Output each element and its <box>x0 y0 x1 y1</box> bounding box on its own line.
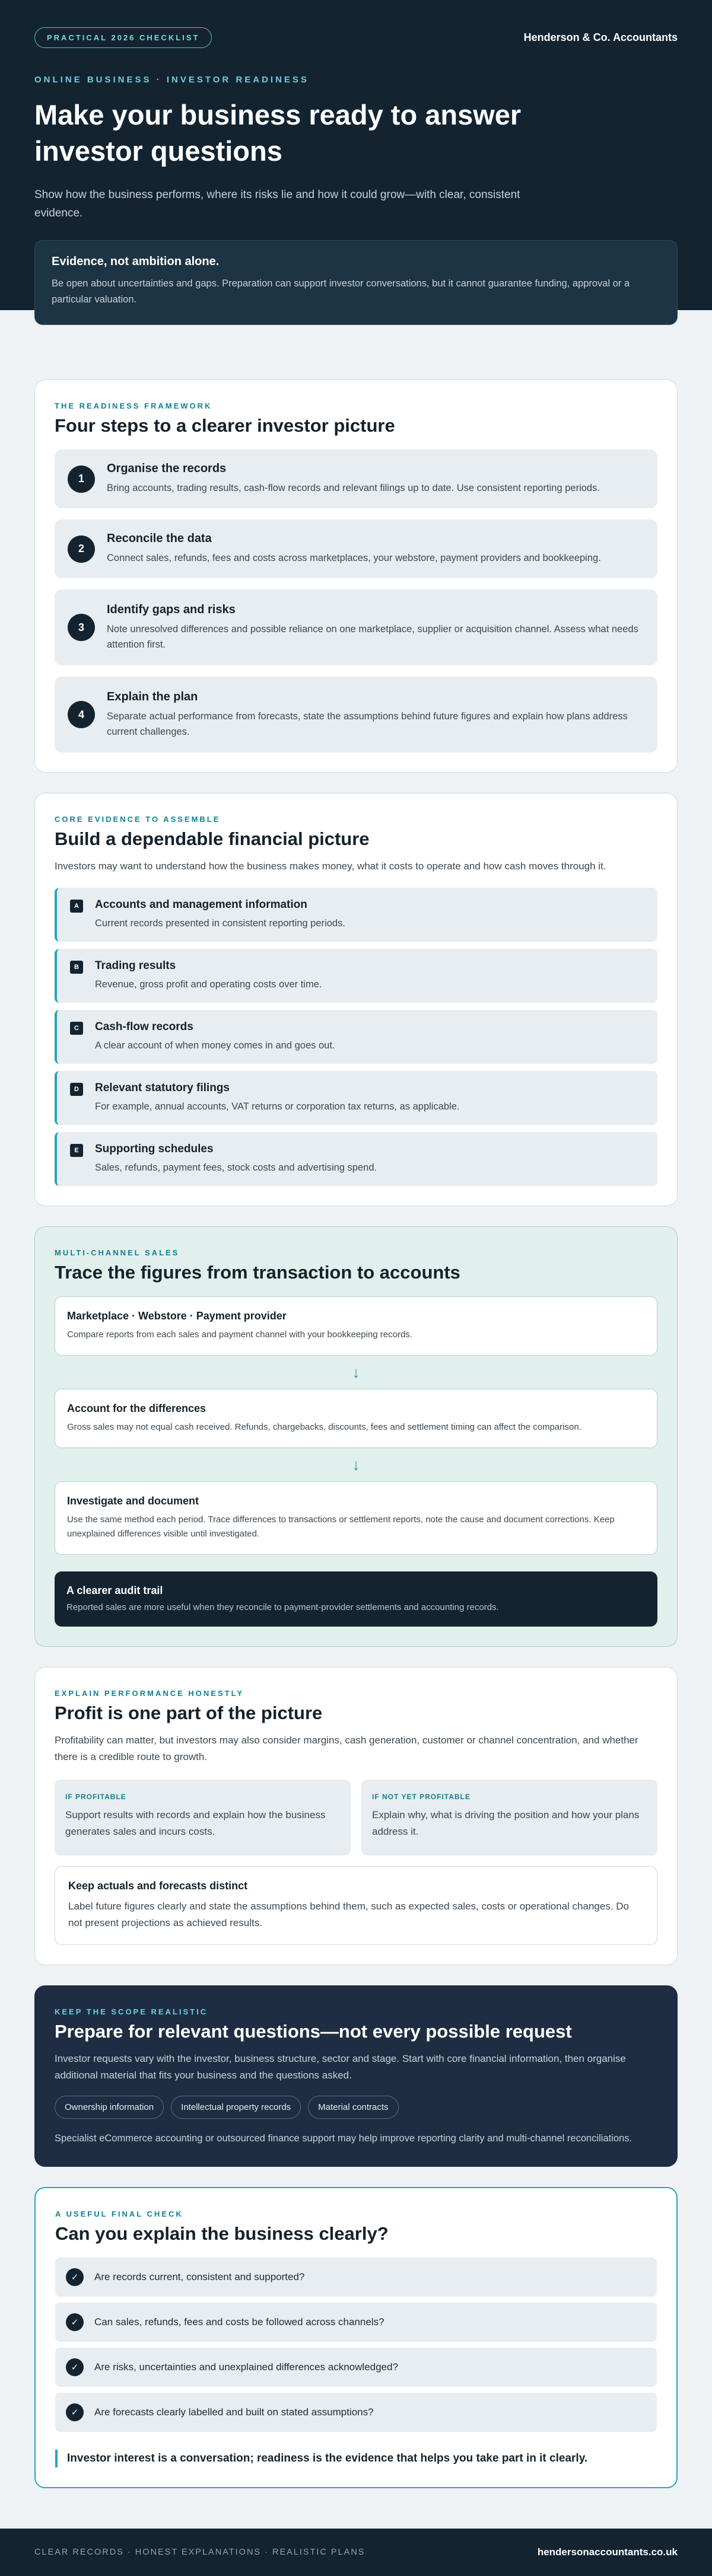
footer-website-link[interactable]: hendersonaccountants.co.uk <box>537 2546 678 2558</box>
evidence-item <box>55 888 657 942</box>
footer-tagline: CLEAR RECORDS · HONEST EXPLANATIONS · REALISTIC PLANS <box>34 2548 365 2557</box>
evidence-title: Cash-flow records <box>95 1021 193 1033</box>
flow-step-title: Marketplace · Webstore · Payment provider <box>67 1310 287 1322</box>
actuals-forecasts-title: Keep actuals and forecasts distinct <box>68 1880 248 1892</box>
section-title: Four steps to a clearer investor picture <box>55 415 395 436</box>
step-title: Organise the records <box>107 462 227 475</box>
flow-step-text: Use the same method each period. Trace differences to transactions or settlement reports, note the cause and document corrections. Keep unexplained differences visible until investigated. <box>67 1515 615 1539</box>
audit-trail-box <box>55 1571 657 1627</box>
evidence-letter: E <box>70 1144 83 1157</box>
step-text: Note unresolved differences and possible reliance on one marketplace, supplier or acquisition channel. Assess what needs attention first. <box>107 623 638 650</box>
checklist-item <box>55 2348 657 2387</box>
section-eyebrow: KEEP THE SCOPE REALISTIC <box>55 2007 208 2016</box>
evidence-text: A clear account of when money comes in and goes out. <box>95 1040 335 1051</box>
section-title: Profit is one part of the picture <box>55 1703 323 1723</box>
section-eyebrow: EXPLAIN PERFORMANCE HONESTLY <box>55 1689 244 1698</box>
page-title: Make your business ready to answer investor questions <box>34 99 522 167</box>
section-eyebrow: MULTI-CHANNEL SALES <box>55 1248 180 1257</box>
evidence-item <box>55 1132 657 1186</box>
scope-chips <box>55 2096 657 2119</box>
step-item <box>55 519 657 578</box>
evidence-letter: A <box>70 900 83 913</box>
section-lede: Investors may want to understand how the business makes money, what it costs to operate and how cash moves through it. <box>55 860 606 872</box>
if-profitable-text: Support results with records and explain how the business generates sales and incurs costs. <box>65 1809 326 1837</box>
step-title: Reconcile the data <box>107 532 212 545</box>
checklist-text: Are records current, consistent and supported? <box>94 2271 305 2282</box>
checklist-item <box>55 2258 657 2297</box>
checklist-text: Are risks, uncertainties and unexplained differences acknowledged? <box>94 2361 398 2373</box>
callout-text: Be open about uncertainties and gaps. Preparation can support investor conversations, but it cannot guarantee funding, approval or a particular valuation. <box>52 278 630 305</box>
checklist-item <box>55 2393 657 2432</box>
evidence-item <box>55 1010 657 1064</box>
hero <box>0 0 712 310</box>
hero-callout <box>34 240 678 325</box>
flow-step-title: Account for the differences <box>67 1402 206 1414</box>
if-profitable-tag: IF PROFITABLE <box>65 1793 126 1801</box>
evidence-item <box>55 949 657 1003</box>
section-eyebrow: A USEFUL FINAL CHECK <box>55 2210 183 2218</box>
step-text: Separate actual performance from forecasts, state the assumptions behind future figures and explain how plans address current challenges. <box>107 710 628 737</box>
evidence-letter: D <box>70 1083 83 1096</box>
step-text: Bring accounts, trading results, cash-flow records and relevant filings up to date. Use consistent reporting periods. <box>107 483 600 493</box>
chip-ip-records: Intellectual property records <box>171 2096 301 2119</box>
evidence-text: Current records presented in consistent reporting periods. <box>95 918 345 929</box>
step-number: 3 <box>68 614 95 641</box>
step-text: Connect sales, refunds, fees and costs across marketplaces, your webstore, payment providers and bookkeeping. <box>107 553 601 563</box>
step-title: Explain the plan <box>107 690 198 703</box>
reconciliation-flow <box>55 1296 657 1627</box>
if-profitable-box <box>55 1780 351 1856</box>
evidence-letter: C <box>70 1022 83 1035</box>
evidence-title: Supporting schedules <box>95 1143 214 1155</box>
evidence-title: Trading results <box>95 959 176 972</box>
section-title: Can you explain the business clearly? <box>55 2223 389 2244</box>
closing-statement: Investor interest is a conversation; readiness is the evidence that helps you take part in it clearly. <box>55 2450 657 2467</box>
multichannel-section <box>34 1226 678 1647</box>
section-eyebrow: CORE EVIDENCE TO ASSEMBLE <box>55 815 221 824</box>
chip-contracts: Material contracts <box>308 2096 398 2119</box>
framework-section <box>34 380 678 773</box>
callout-title: Evidence, not ambition alone. <box>52 255 220 268</box>
scope-section <box>34 1985 678 2167</box>
flow-step <box>55 1296 657 1356</box>
evidence-text: Sales, refunds, payment fees, stock costs and advertising spend. <box>95 1162 377 1173</box>
actuals-forecasts-box <box>55 1866 657 1945</box>
arrow-down-icon: ↓ <box>352 1363 360 1381</box>
flow-step <box>55 1481 657 1555</box>
hero-subtitle: Show how the business performs, where its risks lie and how it could grow—with clear, consistent evidence. <box>34 189 520 219</box>
profit-split <box>55 1780 657 1856</box>
section-title: Prepare for relevant questions—not every possible request <box>55 2021 572 2042</box>
arrow-down-icon: ↓ <box>352 1456 360 1474</box>
if-not-profitable-tag: IF NOT YET PROFITABLE <box>372 1793 471 1801</box>
section-lede: Profitability can matter, but investors may also consider margins, cash generation, customer or channel concentration, and whether there is a credible route to growth. <box>55 1735 638 1762</box>
checklist <box>55 2258 657 2432</box>
checklist-text: Can sales, refunds, fees and costs be followed across channels? <box>94 2316 384 2328</box>
step-item <box>55 677 657 753</box>
step-number: 2 <box>68 535 95 563</box>
section-eyebrow: THE READINESS FRAMEWORK <box>55 401 212 410</box>
checklist-item <box>55 2303 657 2342</box>
check-icon: ✓ <box>66 2313 84 2331</box>
evidence-title: Accounts and management information <box>95 898 307 911</box>
evidence-text: For example, annual accounts, VAT returns or corporation tax returns, as applicable. <box>95 1101 460 1112</box>
if-not-profitable-text: Explain why, what is driving the position and how your plans address it. <box>372 1809 640 1837</box>
step-number: 1 <box>68 466 95 493</box>
brand-name[interactable]: Henderson & Co. Accountants <box>523 31 678 43</box>
check-icon: ✓ <box>66 2358 84 2376</box>
audit-trail-text: Reported sales are more useful when they reconcile to payment-provider settlements and accounting records. <box>66 1602 499 1612</box>
step-number: 4 <box>68 701 95 728</box>
hero-top-bar <box>34 27 678 48</box>
checklist-pill: PRACTICAL 2026 CHECKLIST <box>34 27 212 48</box>
footer <box>0 2529 712 2576</box>
section-title: Trace the figures from transaction to accounts <box>55 1262 460 1283</box>
if-not-profitable-box <box>361 1780 657 1856</box>
final-check-section <box>34 2187 678 2488</box>
check-icon: ✓ <box>66 2403 84 2421</box>
flow-step-title: Investigate and document <box>67 1495 199 1507</box>
check-icon: ✓ <box>66 2268 84 2286</box>
evidence-section <box>34 793 678 1206</box>
audit-trail-title: A clearer audit trail <box>66 1585 163 1596</box>
step-item <box>55 589 657 665</box>
step-item <box>55 449 657 508</box>
checklist-text: Are forecasts clearly labelled and built on stated assumptions? <box>94 2406 374 2418</box>
hero-eyebrow: ONLINE BUSINESS · INVESTOR READINESS <box>34 75 309 85</box>
scope-note: Specialist eCommerce accounting or outsourced finance support may help improve reporting clarity and multi-channel reconciliations. <box>55 2133 632 2144</box>
flow-step-text: Gross sales may not equal cash received. Refunds, chargebacks, discounts, fees and settlement timing can affect the comparison. <box>67 1422 581 1432</box>
section-lede: Investor requests vary with the investor, business structure, sector and stage. Start with core financial information, then organise additional material that fits your business and the questions asked. <box>55 2053 626 2081</box>
actuals-forecasts-text: Label future figures clearly and state the assumptions behind them, such as expected sales, costs or operational changes. Do not present projections as achieved results. <box>68 1901 629 1928</box>
steps-list <box>55 449 657 753</box>
performance-section <box>34 1667 678 1965</box>
step-title: Identify gaps and risks <box>107 602 236 616</box>
section-title: Build a dependable financial picture <box>55 828 370 849</box>
evidence-text: Revenue, gross profit and operating costs over time. <box>95 979 322 990</box>
flow-step-text: Compare reports from each sales and payment channel with your bookkeeping records. <box>67 1330 412 1340</box>
chip-ownership: Ownership information <box>55 2096 164 2119</box>
evidence-letter: B <box>70 961 83 974</box>
flow-step <box>55 1389 657 1448</box>
evidence-title: Relevant statutory filings <box>95 1082 230 1094</box>
evidence-item <box>55 1071 657 1125</box>
evidence-list <box>55 888 657 1186</box>
